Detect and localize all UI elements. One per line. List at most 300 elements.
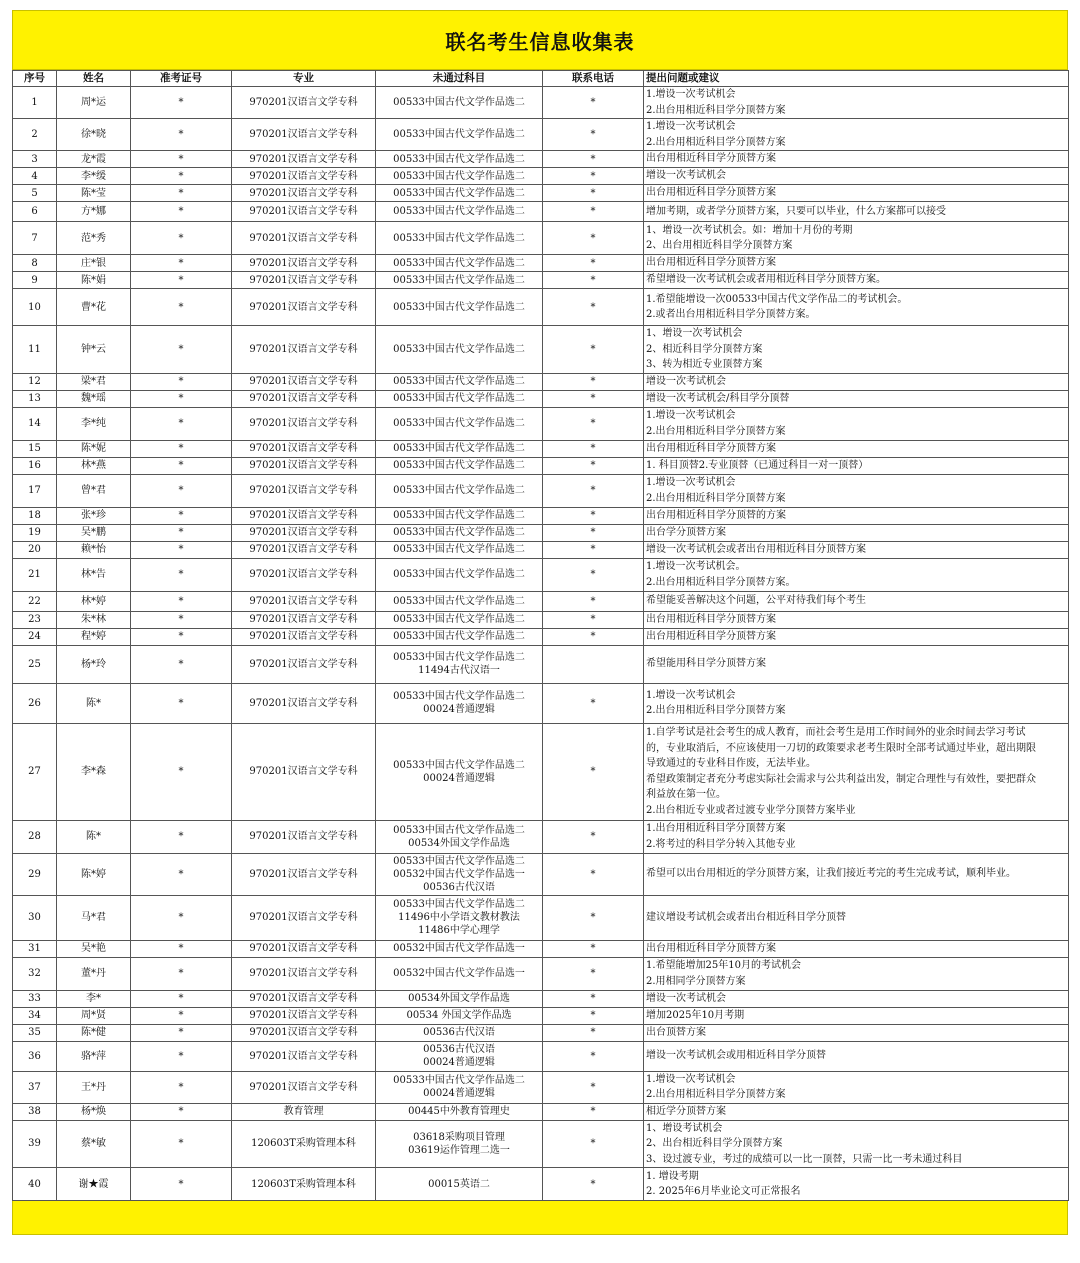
major-cell: 970201汉语言文学专科	[232, 87, 376, 119]
table-row	[13, 222, 1069, 255]
exam-id-cell: *	[131, 645, 232, 683]
major-cell: 教育管理	[232, 1103, 376, 1120]
name-cell: 赖*怡	[57, 541, 131, 558]
exam-id-cell: *	[131, 87, 232, 119]
failed-subjects-cell: 00533中国古代文学作品选二	[376, 457, 543, 474]
phone-cell: *	[543, 1071, 644, 1103]
name-cell: 王*丹	[57, 1071, 131, 1103]
name-cell: 陈*娟	[57, 272, 131, 289]
suggestion-cell: 希望能妥善解决这个问题，公平对待我们每个考生	[644, 591, 1069, 611]
phone-cell: *	[543, 390, 644, 407]
name-cell: 陈*莹	[57, 185, 131, 202]
suggestion-cell: 相近学分顶替方案	[644, 1103, 1069, 1120]
phone-cell: *	[543, 895, 644, 940]
phone-cell: *	[543, 87, 644, 119]
suggestion-cell: 希望能用科目学分顶替方案	[644, 645, 1069, 683]
table-row	[13, 440, 1069, 457]
failed-subjects-cell: 00534 外国文学作品选	[376, 1007, 543, 1024]
failed-subjects-cell: 00536古代汉语 00024普通逻辑	[376, 1041, 543, 1071]
major-cell: 970201汉语言文学专科	[232, 1041, 376, 1071]
name-cell: 蔡*敏	[57, 1120, 131, 1168]
exam-id-cell: *	[131, 541, 232, 558]
table-row	[13, 895, 1069, 940]
table-row	[13, 457, 1069, 474]
failed-subjects-cell: 00445中外教育管理史	[376, 1103, 543, 1120]
suggestion-cell: 出台用相近科目学分顶替方案	[644, 185, 1069, 202]
row-number: 22	[13, 591, 57, 611]
exam-id-cell: *	[131, 390, 232, 407]
major-cell: 970201汉语言文学专科	[232, 683, 376, 723]
exam-id-cell: *	[131, 119, 232, 151]
major-cell: 970201汉语言文学专科	[232, 507, 376, 524]
table-row	[13, 87, 1069, 119]
row-number: 4	[13, 168, 57, 185]
exam-id-cell: *	[131, 524, 232, 541]
major-cell: 970201汉语言文学专科	[232, 289, 376, 326]
name-cell: 马*君	[57, 895, 131, 940]
exam-id-cell: *	[131, 591, 232, 611]
failed-subjects-cell: 00533中国古代文学作品选二	[376, 119, 543, 151]
failed-subjects-cell: 00533中国古代文学作品选二	[376, 255, 543, 272]
row-number: 1	[13, 87, 57, 119]
name-cell: 朱*林	[57, 611, 131, 628]
table-row	[13, 524, 1069, 541]
exam-id-cell: *	[131, 474, 232, 507]
phone-cell: *	[543, 272, 644, 289]
suggestion-cell: 1. 科目顶替2.专业顶替（已通过科目一对一顶替）	[644, 457, 1069, 474]
table-row	[13, 407, 1069, 440]
failed-subjects-cell: 00533中国古代文学作品选二	[376, 474, 543, 507]
exam-id-cell: *	[131, 723, 232, 820]
suggestion-cell: 增加考期，或者学分顶替方案，只要可以毕业，什么方案都可以接受	[644, 202, 1069, 222]
row-number: 21	[13, 558, 57, 591]
table-row	[13, 541, 1069, 558]
phone-cell: *	[543, 474, 644, 507]
sheet-title: 联名考生信息收集表	[445, 29, 635, 54]
name-cell: 李*	[57, 990, 131, 1007]
row-number: 34	[13, 1007, 57, 1024]
name-cell: 陈*	[57, 683, 131, 723]
phone-cell: *	[543, 558, 644, 591]
failed-subjects-cell: 00533中国古代文学作品选二 00024普通逻辑	[376, 723, 543, 820]
name-cell: 周*运	[57, 87, 131, 119]
suggestion-cell: 1.增设一次考试机会。 2.出台用相近科目学分顶替方案。	[644, 558, 1069, 591]
row-number: 10	[13, 289, 57, 326]
col-header-phone: 联系电话	[543, 71, 644, 87]
phone-cell: *	[543, 222, 644, 255]
phone-cell: *	[543, 119, 644, 151]
row-number: 31	[13, 940, 57, 957]
row-number: 37	[13, 1071, 57, 1103]
major-cell: 970201汉语言文学专科	[232, 558, 376, 591]
major-cell: 970201汉语言文学专科	[232, 628, 376, 645]
failed-subjects-cell: 00533中国古代文学作品选二 00024普通逻辑	[376, 1071, 543, 1103]
table-row	[13, 272, 1069, 289]
name-cell: 谢★霞	[57, 1168, 131, 1201]
failed-subjects-cell: 00533中国古代文学作品选二 11494古代汉语一	[376, 645, 543, 683]
phone-cell: *	[543, 541, 644, 558]
major-cell: 970201汉语言文学专科	[232, 957, 376, 990]
exam-id-cell: *	[131, 558, 232, 591]
phone-cell: *	[543, 151, 644, 168]
table-row	[13, 255, 1069, 272]
exam-id-cell: *	[131, 151, 232, 168]
suggestion-cell: 1.增设一次考试机会 2.出台用相近科目学分顶替方案	[644, 119, 1069, 151]
major-cell: 970201汉语言文学专科	[232, 255, 376, 272]
title-banner	[12, 10, 1068, 70]
info-sheet	[12, 10, 1068, 1235]
suggestion-cell: 建议增设考试机会或者出台相近科目学分顶替	[644, 895, 1069, 940]
row-number: 9	[13, 272, 57, 289]
exam-id-cell: *	[131, 407, 232, 440]
table-row	[13, 168, 1069, 185]
exam-id-cell: *	[131, 1024, 232, 1041]
failed-subjects-cell: 00533中国古代文学作品选二	[376, 611, 543, 628]
major-cell: 970201汉语言文学专科	[232, 853, 376, 895]
row-number: 27	[13, 723, 57, 820]
exam-id-cell: *	[131, 202, 232, 222]
phone-cell: *	[543, 957, 644, 990]
failed-subjects-cell: 00533中国古代文学作品选二	[376, 407, 543, 440]
suggestion-cell: 出台学分顶替方案	[644, 524, 1069, 541]
failed-subjects-cell: 00533中国古代文学作品选二	[376, 524, 543, 541]
phone-cell: *	[543, 440, 644, 457]
major-cell: 970201汉语言文学专科	[232, 185, 376, 202]
row-number: 39	[13, 1120, 57, 1168]
phone-cell: *	[543, 628, 644, 645]
exam-id-cell: *	[131, 168, 232, 185]
failed-subjects-cell: 00533中国古代文学作品选二	[376, 202, 543, 222]
table-row	[13, 957, 1069, 990]
table-row	[13, 558, 1069, 591]
row-number: 16	[13, 457, 57, 474]
failed-subjects-cell: 00533中国古代文学作品选二	[376, 440, 543, 457]
info-table	[12, 70, 1069, 1201]
major-cell: 970201汉语言文学专科	[232, 151, 376, 168]
phone-cell: *	[543, 1103, 644, 1120]
exam-id-cell: *	[131, 507, 232, 524]
table-row	[13, 1168, 1069, 1201]
major-cell: 970201汉语言文学专科	[232, 202, 376, 222]
name-cell: 吴*鹏	[57, 524, 131, 541]
major-cell: 970201汉语言文学专科	[232, 541, 376, 558]
row-number: 26	[13, 683, 57, 723]
suggestion-cell: 1、增设考试机会 2、出台相近科目学分顶替方案 3、设过渡专业，考过的成绩可以一比一顶替，只需一比一考未通过科目	[644, 1120, 1069, 1168]
table-row	[13, 723, 1069, 820]
suggestion-cell: 出台用相近科目学分顶替的方案	[644, 507, 1069, 524]
major-cell: 970201汉语言文学专科	[232, 895, 376, 940]
table-row	[13, 185, 1069, 202]
exam-id-cell: *	[131, 611, 232, 628]
name-cell: 龙*霞	[57, 151, 131, 168]
table-row	[13, 820, 1069, 853]
phone-cell: *	[543, 723, 644, 820]
phone-cell: *	[543, 1168, 644, 1201]
failed-subjects-cell: 00532中国古代文学作品选一	[376, 957, 543, 990]
failed-subjects-cell: 00533中国古代文学作品选二	[376, 87, 543, 119]
name-cell: 董*丹	[57, 957, 131, 990]
major-cell: 970201汉语言文学专科	[232, 326, 376, 374]
exam-id-cell: *	[131, 1168, 232, 1201]
name-cell: 陈*健	[57, 1024, 131, 1041]
failed-subjects-cell: 00533中国古代文学作品选二	[376, 373, 543, 390]
major-cell: 970201汉语言文学专科	[232, 591, 376, 611]
name-cell: 曹*花	[57, 289, 131, 326]
table-row	[13, 326, 1069, 374]
phone-cell: *	[543, 507, 644, 524]
suggestion-cell: 1.增设一次考试机会 2.出台用相近科目学分顶替方案	[644, 474, 1069, 507]
table-row	[13, 1024, 1069, 1041]
row-number: 35	[13, 1024, 57, 1041]
failed-subjects-cell: 00533中国古代文学作品选二 00024普通逻辑	[376, 683, 543, 723]
phone-cell: *	[543, 407, 644, 440]
suggestion-cell: 出台顶替方案	[644, 1024, 1069, 1041]
header-row	[13, 71, 1069, 87]
major-cell: 120603T采购管理本科	[232, 1120, 376, 1168]
phone-cell: *	[543, 683, 644, 723]
suggestion-cell: 出台用相近科目学分顶替方案	[644, 255, 1069, 272]
row-number: 19	[13, 524, 57, 541]
failed-subjects-cell: 00536古代汉语	[376, 1024, 543, 1041]
failed-subjects-cell: 00533中国古代文学作品选二	[376, 390, 543, 407]
major-cell: 970201汉语言文学专科	[232, 1071, 376, 1103]
exam-id-cell: *	[131, 957, 232, 990]
failed-subjects-cell: 00533中国古代文学作品选二	[376, 168, 543, 185]
major-cell: 970201汉语言文学专科	[232, 1024, 376, 1041]
major-cell: 970201汉语言文学专科	[232, 524, 376, 541]
col-header-failed-subjects: 未通过科目	[376, 71, 543, 87]
suggestion-cell: 1.自学考试是社会考生的成人教育，而社会考生是用工作时间外的业余时间去学习考试 的，专业取消后，不应该使用一刀切的政策要求老考生限时全部考试通过毕业，超出期限 导致通过的专业科目作废，无法毕业。 希望政策制定者充分考虑实际社会需求与公共利益出发，制定合理性与有效性，要把群众 利益放在第一位。 2.出台相近专业或者过渡专业学分顶替方案毕业	[644, 723, 1069, 820]
row-number: 5	[13, 185, 57, 202]
name-cell: 李*纯	[57, 407, 131, 440]
failed-subjects-cell: 00533中国古代文学作品选二	[376, 558, 543, 591]
suggestion-cell: 出台用相近科目学分顶替方案	[644, 628, 1069, 645]
suggestion-cell: 出台用相近科目学分顶替方案	[644, 440, 1069, 457]
table-row	[13, 289, 1069, 326]
major-cell: 970201汉语言文学专科	[232, 723, 376, 820]
phone-cell: *	[543, 185, 644, 202]
major-cell: 970201汉语言文学专科	[232, 390, 376, 407]
table-row	[13, 853, 1069, 895]
suggestion-cell: 1.增设一次考试机会 2.出台用相近科目学分顶替方案	[644, 683, 1069, 723]
row-number: 7	[13, 222, 57, 255]
suggestion-cell: 增设一次考试机会	[644, 168, 1069, 185]
failed-subjects-cell: 00533中国古代文学作品选二	[376, 272, 543, 289]
row-number: 24	[13, 628, 57, 645]
row-number: 25	[13, 645, 57, 683]
name-cell: 林*告	[57, 558, 131, 591]
exam-id-cell: *	[131, 990, 232, 1007]
phone-cell: *	[543, 1041, 644, 1071]
major-cell: 970201汉语言文学专科	[232, 457, 376, 474]
failed-subjects-cell: 03618采购项目管理 03619运作管理二选一	[376, 1120, 543, 1168]
name-cell: 周*贤	[57, 1007, 131, 1024]
failed-subjects-cell: 00533中国古代文学作品选二	[376, 151, 543, 168]
name-cell: 庄*银	[57, 255, 131, 272]
table-row	[13, 990, 1069, 1007]
exam-id-cell: *	[131, 255, 232, 272]
suggestion-cell: 希望可以出台用相近的学分顶替方案，让我们接近考完的考生完成考试，顺利毕业。	[644, 853, 1069, 895]
failed-subjects-cell: 00534外国文学作品选	[376, 990, 543, 1007]
failed-subjects-cell: 00533中国古代文学作品选二	[376, 185, 543, 202]
suggestion-cell: 1.希望能增加25年10月的考试机会 2.用相同学分顶替方案	[644, 957, 1069, 990]
suggestion-cell: 1.增设一次考试机会 2.出台用相近科目学分顶替方案	[644, 407, 1069, 440]
footer-banner	[12, 1201, 1068, 1235]
exam-id-cell: *	[131, 373, 232, 390]
name-cell: 魏*瑶	[57, 390, 131, 407]
major-cell: 970201汉语言文学专科	[232, 222, 376, 255]
row-number: 29	[13, 853, 57, 895]
name-cell: 李*缓	[57, 168, 131, 185]
table-row	[13, 202, 1069, 222]
row-number: 28	[13, 820, 57, 853]
row-number: 8	[13, 255, 57, 272]
phone-cell: *	[543, 1120, 644, 1168]
exam-id-cell: *	[131, 185, 232, 202]
phone-cell: *	[543, 373, 644, 390]
suggestion-cell: 增设一次考试机会	[644, 990, 1069, 1007]
exam-id-cell: *	[131, 853, 232, 895]
table-body	[13, 87, 1069, 1201]
phone-cell: *	[543, 202, 644, 222]
table-row	[13, 611, 1069, 628]
col-header-exam-id: 准考证号	[131, 71, 232, 87]
phone-cell: *	[543, 524, 644, 541]
suggestion-cell: 1.希望能增设一次00533中国古代文学作品二的考试机会。 2.或者出台用相近科目学分顶替方案。	[644, 289, 1069, 326]
phone-cell: *	[543, 457, 644, 474]
table-row	[13, 474, 1069, 507]
exam-id-cell: *	[131, 1007, 232, 1024]
name-cell: 陈*	[57, 820, 131, 853]
phone-cell: *	[543, 940, 644, 957]
suggestion-cell: 增设一次考试机会或用相近科目学分顶替	[644, 1041, 1069, 1071]
suggestion-cell: 1.增设一次考试机会 2.出台用相近科目学分顶替方案	[644, 1071, 1069, 1103]
phone-cell: *	[543, 289, 644, 326]
suggestion-cell: 增设一次考试机会或者出台用相近科目分顶替方案	[644, 541, 1069, 558]
failed-subjects-cell: 00533中国古代文学作品选二	[376, 326, 543, 374]
row-number: 3	[13, 151, 57, 168]
phone-cell: *	[543, 853, 644, 895]
suggestion-cell: 1.出台用相近科目学分顶替方案 2.将考过的科目学分转入其他专业	[644, 820, 1069, 853]
exam-id-cell: *	[131, 222, 232, 255]
failed-subjects-cell: 00533中国古代文学作品选二	[376, 507, 543, 524]
exam-id-cell: *	[131, 1041, 232, 1071]
table-row	[13, 645, 1069, 683]
phone-cell	[543, 645, 644, 683]
row-number: 38	[13, 1103, 57, 1120]
name-cell: 程*婷	[57, 628, 131, 645]
exam-id-cell: *	[131, 1103, 232, 1120]
table-row	[13, 1120, 1069, 1168]
suggestion-cell: 出台用相近科目学分顶替方案	[644, 940, 1069, 957]
col-header-suggestion: 提出问题或建议	[644, 71, 1069, 87]
table-row	[13, 1007, 1069, 1024]
phone-cell: *	[543, 1007, 644, 1024]
row-number: 14	[13, 407, 57, 440]
table-row	[13, 683, 1069, 723]
row-number: 32	[13, 957, 57, 990]
table-row	[13, 373, 1069, 390]
major-cell: 970201汉语言文学专科	[232, 373, 376, 390]
table-row	[13, 940, 1069, 957]
table-row	[13, 1071, 1069, 1103]
failed-subjects-cell: 00533中国古代文学作品选二	[376, 541, 543, 558]
suggestion-cell: 希望增设一次考试机会或者用相近科目学分顶替方案。	[644, 272, 1069, 289]
major-cell: 970201汉语言文学专科	[232, 940, 376, 957]
name-cell: 陈*妮	[57, 440, 131, 457]
major-cell: 970201汉语言文学专科	[232, 990, 376, 1007]
exam-id-cell: *	[131, 1071, 232, 1103]
exam-id-cell: *	[131, 895, 232, 940]
name-cell: 骆*萍	[57, 1041, 131, 1071]
major-cell: 970201汉语言文学专科	[232, 272, 376, 289]
phone-cell: *	[543, 168, 644, 185]
row-number: 6	[13, 202, 57, 222]
suggestion-cell: 出台用相近科目学分顶替方案	[644, 611, 1069, 628]
exam-id-cell: *	[131, 628, 232, 645]
table-row	[13, 1103, 1069, 1120]
major-cell: 970201汉语言文学专科	[232, 611, 376, 628]
row-number: 18	[13, 507, 57, 524]
suggestion-cell: 1、增设一次考试机会 2、相近科目学分顶替方案 3、转为相近专业顶替方案	[644, 326, 1069, 374]
failed-subjects-cell: 00533中国古代文学作品选二	[376, 289, 543, 326]
row-number: 15	[13, 440, 57, 457]
major-cell: 970201汉语言文学专科	[232, 440, 376, 457]
col-header-major: 专业	[232, 71, 376, 87]
name-cell: 杨*焕	[57, 1103, 131, 1120]
major-cell: 120603T采购管理本科	[232, 1168, 376, 1201]
phone-cell: *	[543, 591, 644, 611]
suggestion-cell: 1.增设一次考试机会 2.出台用相近科目学分顶替方案	[644, 87, 1069, 119]
name-cell: 徐*晓	[57, 119, 131, 151]
phone-cell: *	[543, 611, 644, 628]
exam-id-cell: *	[131, 1120, 232, 1168]
major-cell: 970201汉语言文学专科	[232, 119, 376, 151]
row-number: 11	[13, 326, 57, 374]
phone-cell: *	[543, 820, 644, 853]
failed-subjects-cell: 00533中国古代文学作品选二 00532中国古代文学作品选一 00536古代汉语	[376, 853, 543, 895]
failed-subjects-cell: 00533中国古代文学作品选二	[376, 628, 543, 645]
major-cell: 970201汉语言文学专科	[232, 1007, 376, 1024]
suggestion-cell: 出台用相近科目学分顶替方案	[644, 151, 1069, 168]
major-cell: 970201汉语言文学专科	[232, 474, 376, 507]
phone-cell: *	[543, 326, 644, 374]
table-row	[13, 151, 1069, 168]
suggestion-cell: 增设一次考试机会	[644, 373, 1069, 390]
failed-subjects-cell: 00533中国古代文学作品选二	[376, 222, 543, 255]
exam-id-cell: *	[131, 820, 232, 853]
phone-cell: *	[543, 1024, 644, 1041]
exam-id-cell: *	[131, 940, 232, 957]
failed-subjects-cell: 00532中国古代文学作品选一	[376, 940, 543, 957]
table-row	[13, 507, 1069, 524]
row-number: 20	[13, 541, 57, 558]
name-cell: 陈*婷	[57, 853, 131, 895]
name-cell: 张*珍	[57, 507, 131, 524]
row-number: 40	[13, 1168, 57, 1201]
table-row	[13, 591, 1069, 611]
name-cell: 范*秀	[57, 222, 131, 255]
table-row	[13, 1041, 1069, 1071]
row-number: 17	[13, 474, 57, 507]
exam-id-cell: *	[131, 272, 232, 289]
exam-id-cell: *	[131, 289, 232, 326]
major-cell: 970201汉语言文学专科	[232, 820, 376, 853]
name-cell: 梁*君	[57, 373, 131, 390]
exam-id-cell: *	[131, 683, 232, 723]
name-cell: 吴*艳	[57, 940, 131, 957]
major-cell: 970201汉语言文学专科	[232, 168, 376, 185]
